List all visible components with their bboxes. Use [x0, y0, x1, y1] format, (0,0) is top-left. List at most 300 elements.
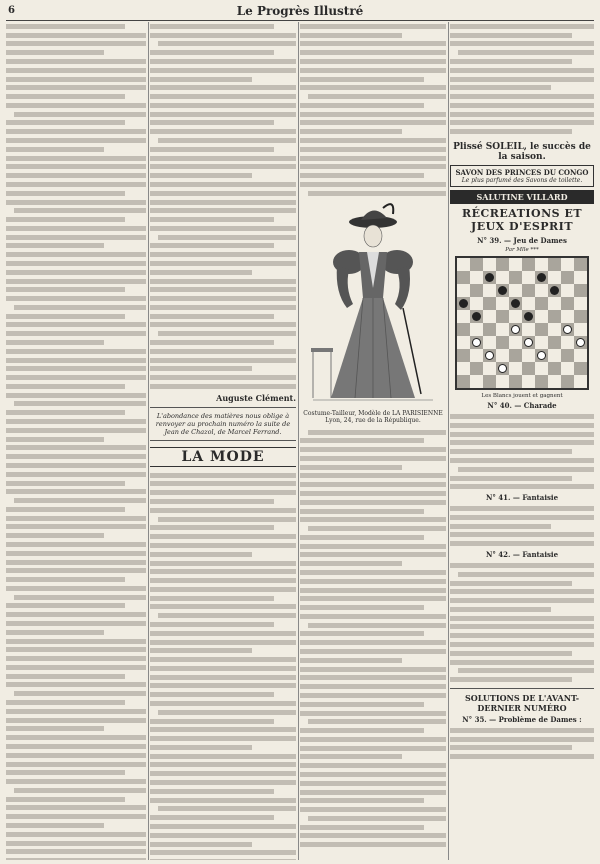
text-line [300, 711, 446, 716]
ad-savon-title: SAVON DES PRINCES DU CONGO [455, 168, 589, 178]
editor-note: L'abondance des matières nous oblige à renvoyer au prochain numéro la suite de Jean de Chazol, de Marcel Ferrand. [155, 411, 291, 436]
board-square [470, 323, 483, 336]
text-line [6, 858, 146, 860]
text-line [6, 832, 146, 837]
text-line [150, 473, 296, 478]
text-line [6, 630, 104, 635]
text-line [450, 414, 594, 419]
text-line [150, 622, 274, 627]
text-line [300, 147, 446, 152]
text-line [6, 647, 146, 652]
text-line [150, 508, 296, 513]
text-line [6, 59, 146, 64]
text-line [150, 164, 296, 169]
article-text [300, 22, 446, 198]
text-line [6, 156, 146, 161]
board-square [483, 362, 496, 375]
text-line [6, 279, 146, 284]
text-line [6, 41, 146, 46]
text-line [450, 112, 594, 117]
text-line [6, 841, 146, 846]
text-line [6, 243, 104, 248]
text-line [6, 384, 125, 389]
text-line [14, 788, 146, 793]
ad-banner: SALUTINE VILLARD [450, 190, 594, 204]
text-line [150, 173, 252, 178]
text-line [308, 430, 446, 435]
text-line [6, 603, 125, 608]
board-square [522, 323, 535, 336]
board-square [535, 310, 548, 323]
text-line [6, 147, 104, 152]
text-line [150, 578, 296, 583]
text-line [6, 226, 146, 231]
text-line [6, 621, 146, 626]
board-square [574, 297, 587, 310]
text-line [150, 561, 296, 566]
text-line [6, 700, 125, 705]
board-square [483, 310, 496, 323]
text-line [300, 684, 446, 689]
board-square [457, 349, 470, 362]
text-line [450, 532, 594, 537]
board-square [496, 271, 509, 284]
text-line [450, 754, 594, 759]
board-square [574, 349, 587, 362]
text-line [300, 535, 424, 540]
text-line [150, 631, 296, 636]
white-piece [498, 364, 507, 373]
text-line [300, 702, 424, 707]
board-square [509, 375, 522, 388]
text-line [300, 728, 424, 733]
board-square [470, 297, 483, 310]
text-line [308, 816, 446, 821]
text-line [150, 120, 274, 125]
checkers-board [455, 256, 589, 390]
text-line [6, 410, 125, 415]
text-line [6, 217, 125, 222]
text-line [300, 156, 446, 161]
text-line [458, 467, 594, 472]
board-square [509, 336, 522, 349]
text-line [450, 68, 594, 73]
board-square [561, 271, 574, 284]
text-line [6, 762, 146, 767]
text-line [300, 509, 424, 514]
text-line [158, 517, 296, 522]
text-line [150, 789, 274, 794]
text-line [300, 50, 446, 55]
board-square [548, 362, 561, 375]
board-square [535, 362, 548, 375]
text-line [6, 322, 146, 327]
text-line [150, 727, 296, 732]
text-line [6, 735, 146, 740]
board-square [470, 336, 483, 349]
text-line [300, 138, 446, 143]
text-line [150, 762, 296, 767]
text-line [6, 68, 146, 73]
mode-article-text [150, 471, 296, 860]
text-line [450, 103, 594, 108]
text-line [158, 41, 296, 46]
text-line [150, 683, 296, 688]
problem-author: Par Mlle *** [505, 247, 539, 254]
text-line [300, 807, 446, 812]
text-line [6, 718, 146, 723]
text-line [150, 640, 296, 645]
text-line [300, 754, 402, 759]
text-line [450, 33, 572, 38]
text-line [450, 449, 572, 454]
text-line [150, 59, 296, 64]
board-square [548, 271, 561, 284]
text-line [458, 572, 594, 577]
article-text [6, 22, 146, 860]
text-line [300, 447, 446, 452]
text-line [150, 675, 296, 680]
text-line [150, 481, 296, 486]
solution-text [450, 726, 594, 761]
text-line [450, 581, 572, 586]
text-line [150, 850, 296, 855]
text-line [150, 833, 296, 838]
board-square [509, 258, 522, 271]
text-line [150, 798, 296, 803]
board-square [483, 323, 496, 336]
text-line [6, 814, 146, 819]
text-line [150, 322, 296, 327]
text-line [300, 482, 446, 487]
text-line [300, 746, 446, 751]
text-line [6, 753, 146, 758]
black-piece [524, 312, 533, 321]
text-line [6, 709, 146, 714]
board-square [457, 271, 470, 284]
text-line [14, 498, 146, 503]
text-line [450, 607, 551, 612]
text-line [300, 129, 402, 134]
board-square [574, 271, 587, 284]
white-piece [485, 351, 494, 360]
text-line [150, 842, 252, 847]
text-line [300, 631, 424, 636]
board-square [522, 375, 535, 388]
text-line [150, 754, 296, 759]
text-line [300, 33, 402, 38]
text-line [150, 736, 296, 741]
board-square [522, 284, 535, 297]
text-line [150, 366, 252, 371]
text-line [6, 612, 146, 617]
board-square [496, 258, 509, 271]
text-line [150, 569, 296, 574]
page-header [6, 4, 594, 21]
text-line [150, 191, 296, 196]
text-line [300, 825, 424, 830]
text-line [450, 506, 594, 511]
board-square [561, 258, 574, 271]
text-line [14, 595, 146, 600]
text-line [450, 85, 551, 90]
text-line [150, 287, 296, 292]
board-square [457, 323, 470, 336]
text-line [300, 561, 402, 566]
text-line [308, 94, 446, 99]
text-line [6, 85, 146, 90]
board-square [535, 271, 548, 284]
text-line [300, 473, 446, 478]
text-line [150, 129, 296, 134]
solution-problem-title: N° 35. — Problème de Dames : [462, 715, 582, 725]
board-square [535, 375, 548, 388]
text-line [150, 200, 296, 205]
board-square [574, 284, 587, 297]
text-line [458, 668, 594, 673]
board-square [496, 297, 509, 310]
text-line [6, 823, 104, 828]
text-line [6, 24, 125, 29]
text-line [308, 191, 446, 196]
text-line [450, 432, 594, 437]
board-square [535, 336, 548, 349]
text-line [450, 624, 594, 629]
text-line [300, 85, 446, 90]
text-line [150, 24, 274, 29]
white-piece [576, 338, 585, 347]
text-line [300, 120, 446, 125]
text-line [6, 797, 125, 802]
board-square [535, 349, 548, 362]
board-square [457, 284, 470, 297]
text-line [6, 191, 125, 196]
text-line [300, 640, 446, 645]
section-title-mode: LA MODE [150, 447, 296, 467]
text-line [450, 589, 594, 594]
text-line [300, 842, 446, 847]
text-line [6, 639, 146, 644]
text-line [300, 588, 446, 593]
text-line [300, 182, 446, 187]
text-line [14, 691, 146, 696]
text-line [150, 68, 296, 73]
text-line [450, 651, 572, 656]
board-square [574, 336, 587, 349]
text-line [150, 525, 274, 530]
text-line [6, 138, 146, 143]
board-square [561, 297, 574, 310]
board-square [548, 323, 561, 336]
board-square [483, 375, 496, 388]
board-square [535, 323, 548, 336]
text-line [6, 551, 146, 556]
text-line [300, 763, 446, 768]
board-square [509, 323, 522, 336]
board-square [561, 284, 574, 297]
board-square [522, 362, 535, 375]
text-line [450, 41, 594, 46]
text-line [450, 745, 572, 750]
text-line [450, 642, 594, 647]
text-line [150, 208, 296, 213]
text-line [6, 656, 146, 661]
text-line [308, 719, 446, 724]
text-line [6, 331, 146, 336]
text-line [6, 358, 146, 363]
text-line [6, 665, 146, 670]
text-line [150, 226, 296, 231]
board-square [548, 284, 561, 297]
text-line [300, 112, 446, 117]
text-line [6, 129, 146, 134]
board-square [561, 336, 574, 349]
text-line [150, 156, 296, 161]
board-square [561, 310, 574, 323]
text-line [300, 579, 446, 584]
text-line [6, 77, 146, 82]
board-square [496, 336, 509, 349]
article-text [150, 22, 296, 391]
text-line [150, 701, 296, 706]
ad-savon-subtitle: Le plus parfumé des Savons de toilette. [461, 177, 583, 185]
text-line [150, 596, 274, 601]
text-line [300, 675, 446, 680]
board-square [522, 336, 535, 349]
text-line [6, 261, 146, 266]
text-line [150, 604, 296, 609]
text-line [300, 24, 446, 29]
text-line [300, 465, 402, 470]
board-square [496, 310, 509, 323]
text-line [150, 692, 274, 697]
text-line [14, 305, 146, 310]
board-square [509, 362, 522, 375]
newspaper-title: Le Progrès Illustré [236, 4, 364, 18]
text-line [150, 815, 274, 820]
solutions-title: SOLUTIONS DE L'AVANT-DERNIER NUMÉRO [464, 693, 580, 714]
text-line [6, 164, 146, 169]
text-line [150, 85, 296, 90]
board-square [483, 284, 496, 297]
column-2 [150, 22, 296, 860]
black-piece [537, 273, 546, 282]
text-line [6, 463, 146, 468]
text-line [300, 798, 424, 803]
board-square [470, 375, 483, 388]
text-line [6, 770, 125, 775]
text-line [6, 270, 146, 275]
board-square [483, 349, 496, 362]
text-line [150, 666, 296, 671]
board-square [457, 375, 470, 388]
text-line [6, 287, 125, 292]
text-line [450, 616, 594, 621]
fantaisie-1-title: N° 41. — Fantaisie [485, 493, 559, 503]
text-line [6, 560, 146, 565]
text-line [150, 94, 296, 99]
text-line [150, 780, 296, 785]
text-line [450, 563, 594, 568]
text-line [150, 859, 296, 860]
text-line [150, 771, 296, 776]
text-line [6, 805, 146, 810]
text-line [300, 658, 402, 663]
text-line [158, 138, 296, 143]
text-line [14, 112, 146, 117]
text-line [6, 445, 146, 450]
text-line [158, 613, 296, 618]
board-caption: Les Blancs jouent et gagnent [481, 393, 563, 400]
board-square [509, 284, 522, 297]
board-square [548, 375, 561, 388]
text-line [300, 693, 446, 698]
text-line [450, 515, 594, 520]
text-line [150, 243, 274, 248]
text-line [150, 490, 296, 495]
text-line [6, 103, 146, 108]
text-line [150, 375, 296, 380]
black-piece [550, 286, 559, 295]
fashion-illustration [303, 198, 443, 408]
text-line [6, 366, 146, 371]
text-line [450, 59, 572, 64]
text-line [450, 677, 572, 682]
board-square [574, 375, 587, 388]
text-line [300, 790, 446, 795]
text-line [300, 59, 446, 64]
board-square [509, 297, 522, 310]
text-line [6, 120, 125, 125]
board-square [522, 297, 535, 310]
text-line [450, 423, 594, 428]
text-line [150, 217, 274, 222]
text-line [6, 375, 146, 380]
board-square [509, 310, 522, 323]
text-line [300, 772, 446, 777]
text-line [300, 570, 446, 575]
white-piece [537, 351, 546, 360]
text-line [150, 657, 296, 662]
text-line [158, 235, 296, 240]
board-square [522, 310, 535, 323]
board-square [457, 362, 470, 375]
text-line [150, 33, 296, 38]
text-line [150, 147, 274, 152]
article-signature: Auguste Clément. [216, 392, 296, 403]
board-square [457, 297, 470, 310]
black-piece [472, 312, 481, 321]
text-line [6, 296, 146, 301]
article-text [450, 22, 594, 136]
text-line [300, 781, 446, 786]
board-square [548, 336, 561, 349]
board-square [574, 310, 587, 323]
board-square [470, 284, 483, 297]
text-line [450, 484, 594, 489]
board-square [483, 258, 496, 271]
text-line [6, 437, 104, 442]
text-line [150, 112, 296, 117]
text-line [6, 50, 104, 55]
text-line [6, 849, 146, 854]
text-line [6, 568, 146, 573]
text-line [450, 120, 594, 125]
text-line [300, 41, 446, 46]
text-line [450, 633, 594, 638]
board-square [548, 310, 561, 323]
board-square [574, 258, 587, 271]
